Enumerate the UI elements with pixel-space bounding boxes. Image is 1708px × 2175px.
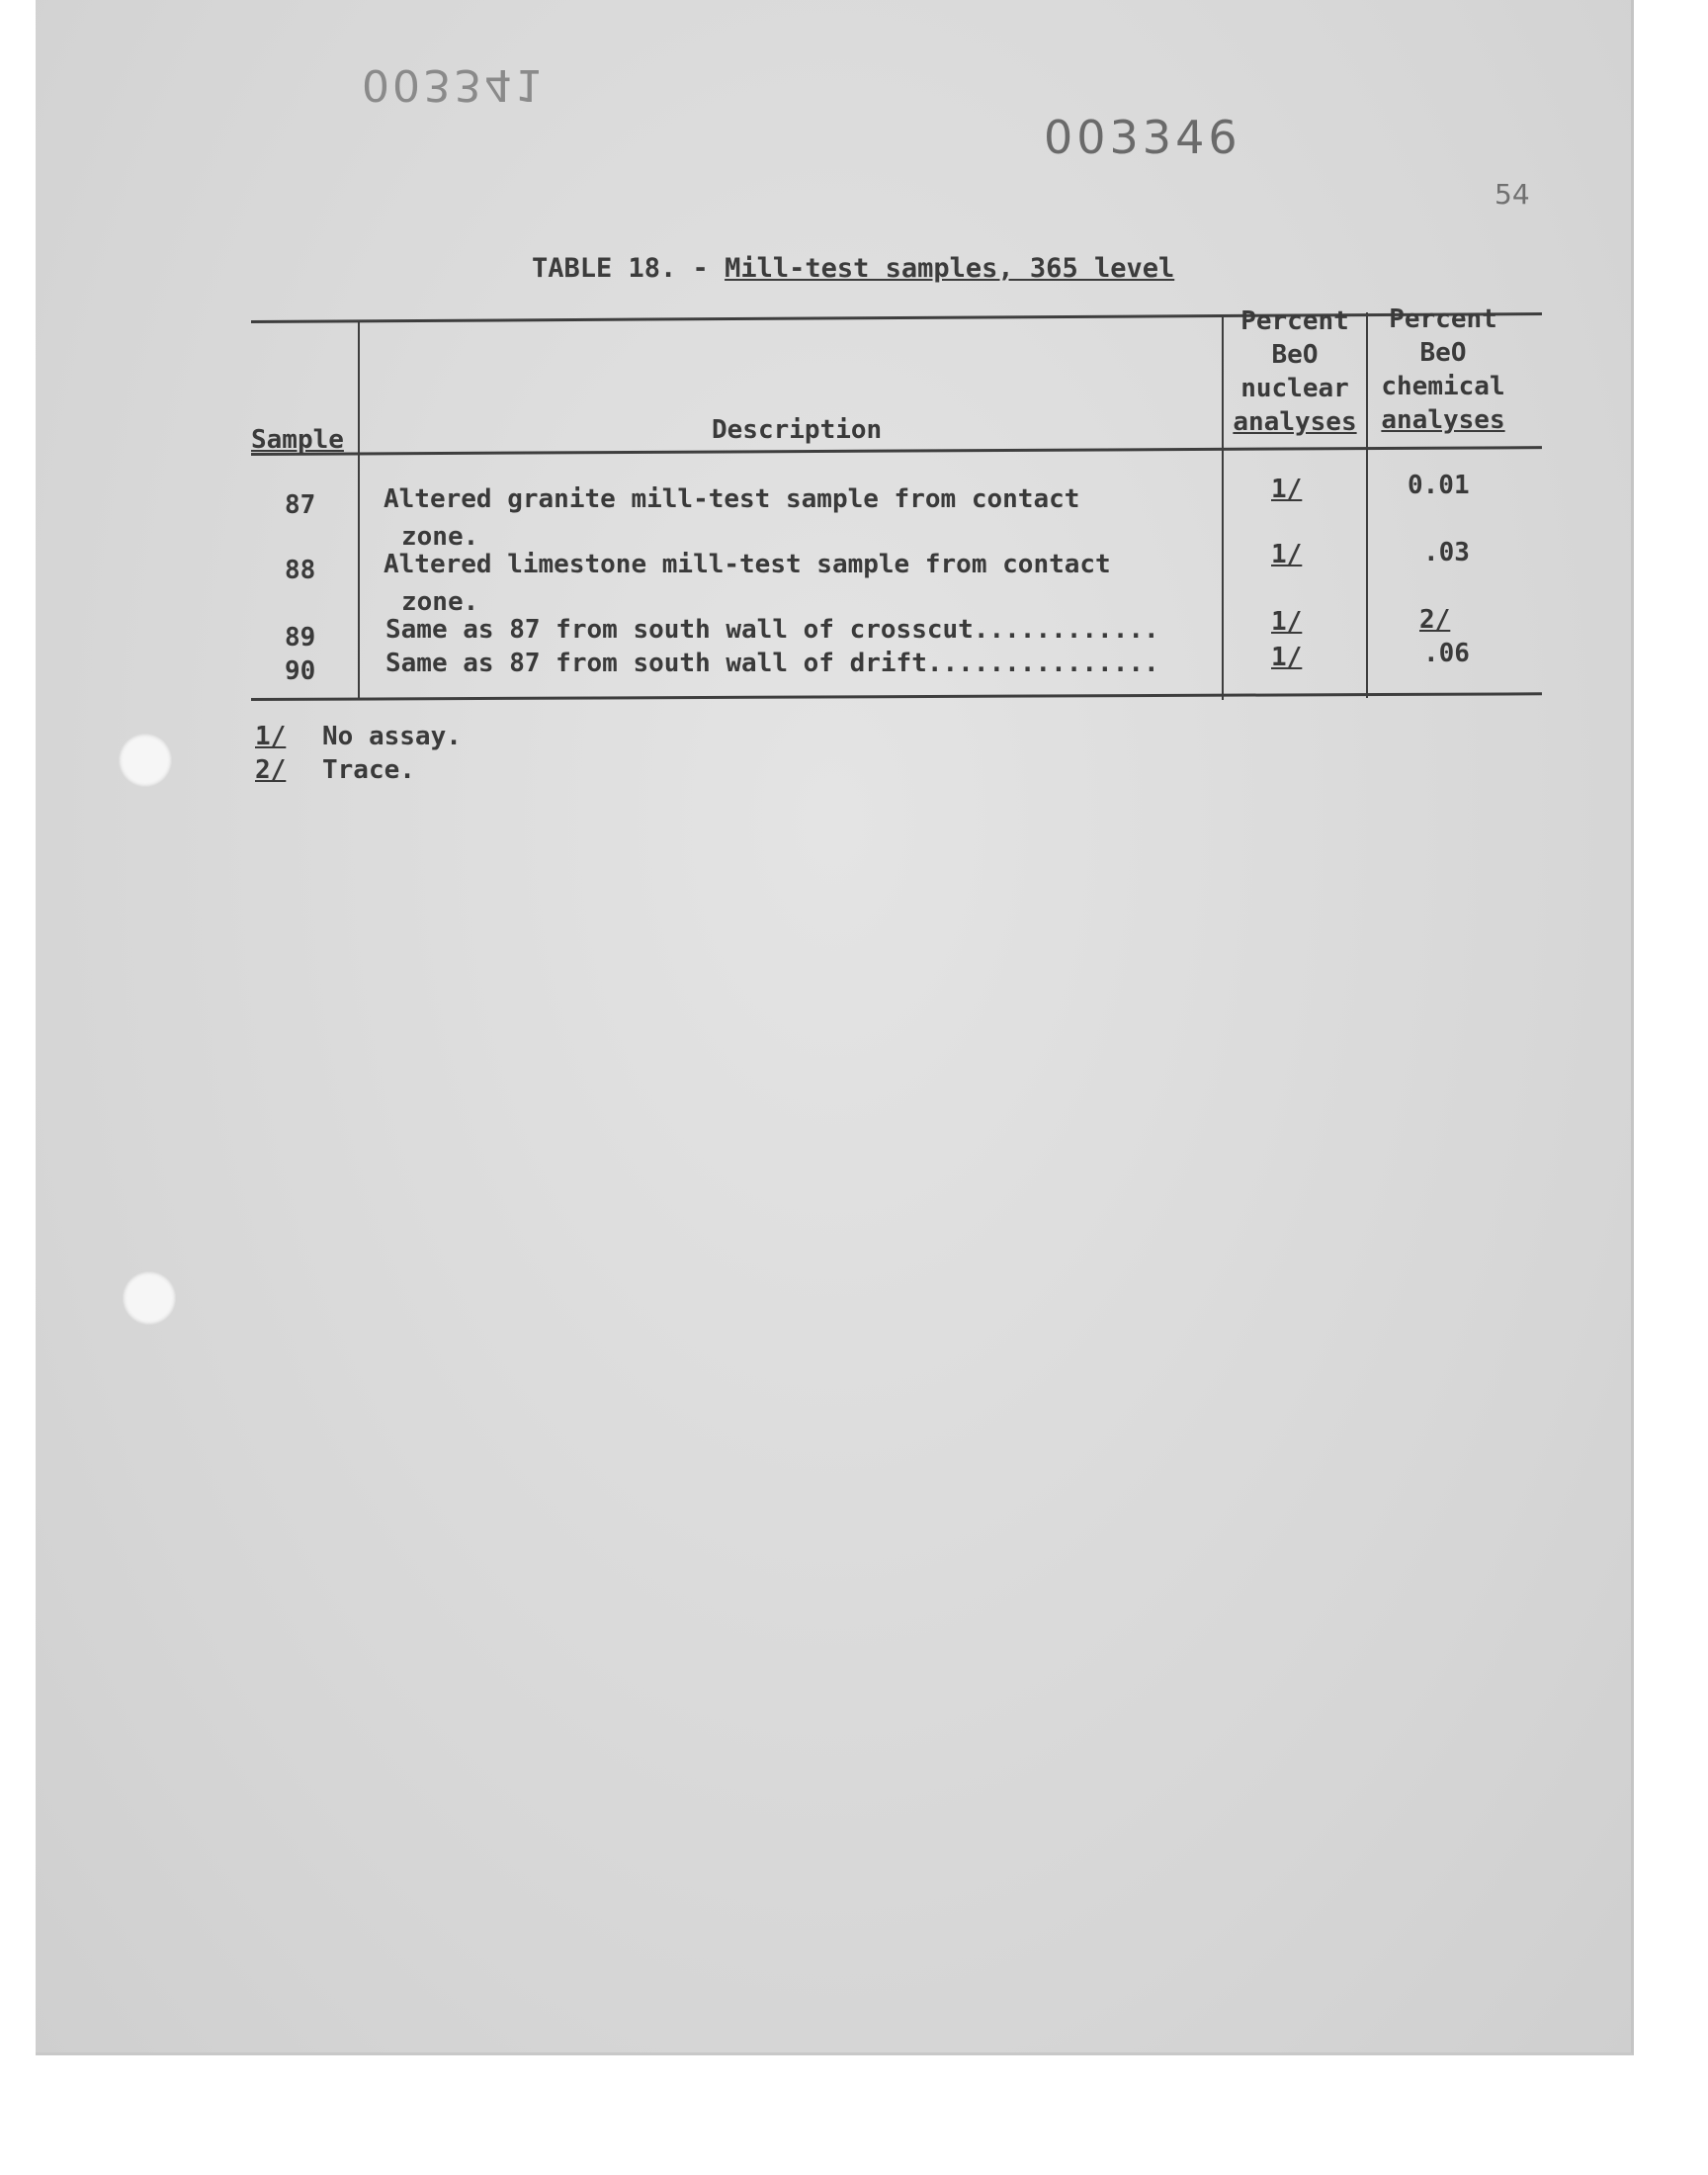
header-description: Description <box>712 415 883 445</box>
table-title <box>532 253 1174 284</box>
table-row-88-chemical: .03 <box>1423 538 1470 567</box>
scanned-page <box>36 0 1634 2055</box>
header-chemical-4: analyses <box>1381 405 1505 435</box>
table-title-text: Mill-test samples, 365 level <box>725 253 1175 284</box>
table-row-88-description-cont: zone. <box>401 587 479 617</box>
table-row-90-sample: 90 <box>285 656 316 686</box>
header-chemical-1: Percent <box>1389 304 1497 334</box>
table-row-89-nuclear: 1/ <box>1271 607 1303 637</box>
header-nuclear-2: BeO <box>1271 340 1319 370</box>
table-row-88-sample: 88 <box>285 556 316 585</box>
table-row-87-chemical: 0.01 <box>1408 471 1470 500</box>
header-nuclear-1: Percent <box>1240 306 1349 336</box>
table-row-88-nuclear: 1/ <box>1271 540 1303 569</box>
table-row-87-description: Altered granite mill-test sample from contact <box>384 484 1080 514</box>
header-nuclear-3: nuclear <box>1240 374 1349 403</box>
table-row-87-nuclear: 1/ <box>1271 475 1303 504</box>
table-row-90-description: Same as 87 from south wall of drift............... <box>385 649 1159 678</box>
footnote-1-text: No assay. <box>322 722 462 751</box>
table-row-89-sample: 89 <box>285 623 316 652</box>
table-row-89-chemical: 2/ <box>1419 605 1451 635</box>
punch-hole-bottom <box>123 1271 176 1325</box>
mirrored-stamp-number: 003341 <box>362 59 546 110</box>
column-divider-2 <box>1222 314 1224 700</box>
header-bottom-rule <box>251 446 1542 456</box>
punch-hole-top <box>119 734 172 787</box>
table-row-90-chemical: .06 <box>1423 639 1470 668</box>
table-title-prefix: TABLE 18. - <box>532 253 726 284</box>
table-row-90-nuclear: 1/ <box>1271 643 1303 672</box>
column-divider-1 <box>358 322 360 698</box>
header-chemical-3: chemical <box>1381 372 1505 401</box>
footnote-1-mark: 1/ <box>255 722 287 751</box>
table-row-88-description: Altered limestone mill-test sample from contact <box>384 550 1111 579</box>
footnote-2-mark: 2/ <box>255 755 287 785</box>
header-sample: Sample <box>251 425 344 455</box>
table-row-89-description: Same as 87 from south wall of crosscut............ <box>385 615 1159 645</box>
table-row-87-description-cont: zone. <box>401 522 479 552</box>
header-chemical-2: BeO <box>1419 338 1467 368</box>
column-divider-3 <box>1366 312 1368 698</box>
table-row-87-sample: 87 <box>285 490 316 520</box>
stamp-number: 003346 <box>1044 111 1241 164</box>
table-bottom-rule <box>251 692 1542 701</box>
footnote-2-text: Trace. <box>322 755 415 785</box>
page-number: 54 <box>1494 178 1530 211</box>
header-nuclear-4: analyses <box>1233 407 1357 437</box>
